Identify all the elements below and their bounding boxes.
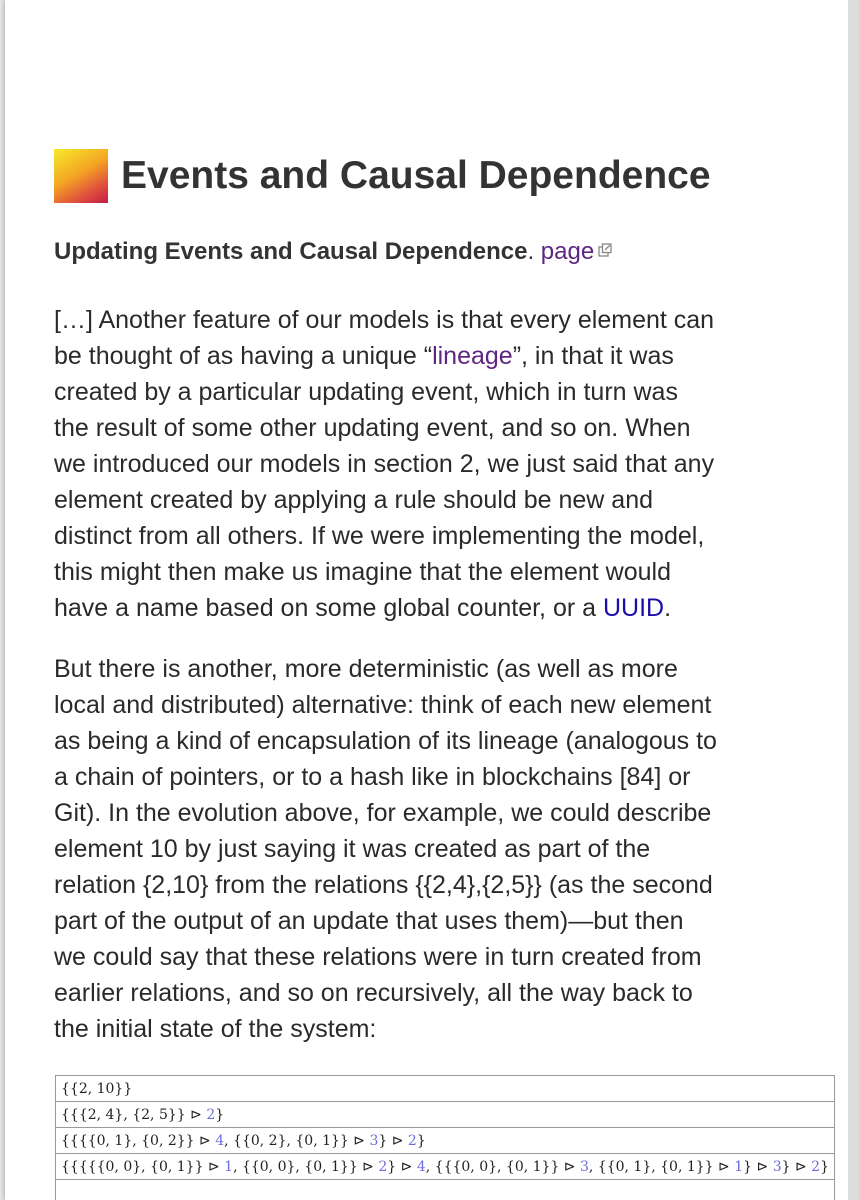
table-row xyxy=(56,1128,835,1154)
paragraph-lineage xyxy=(54,302,814,626)
code-text: , {{{0, 0}, {0, 1}} ⊳ xyxy=(425,1158,580,1175)
document-page xyxy=(5,0,848,1200)
text-span: . xyxy=(664,594,672,622)
text-line: as being a kind of encapsulation of its lineage (analogous to xyxy=(54,727,717,755)
event-number: 1 xyxy=(224,1158,234,1175)
event-number: 2 xyxy=(811,1158,821,1175)
text-line: the result of some other updating event, and so on. When xyxy=(54,414,691,442)
text-line: distinct from all others. If we were implementing the model, xyxy=(54,522,705,550)
page-link[interactable]: page xyxy=(540,238,595,265)
table-row xyxy=(56,1076,835,1102)
window-edge xyxy=(848,0,859,1200)
text-line: But there is another, more deterministic (as well as more xyxy=(54,655,678,683)
text-span: have a name based on some global counter, or a xyxy=(54,594,603,622)
external-link-icon[interactable] xyxy=(598,243,612,257)
code-text: } ⊳ xyxy=(387,1158,417,1175)
event-number: 4 xyxy=(215,1132,225,1149)
code-text: {{{{{0, 0}, {0, 1}} ⊳ xyxy=(61,1158,225,1175)
table-row xyxy=(56,1154,835,1180)
text-line: created by a particular updating event, which in turn was xyxy=(54,378,678,406)
code-text: } xyxy=(820,1158,829,1175)
text-line: local and distributed) alternative: think of each new element xyxy=(54,691,712,719)
text-line xyxy=(54,338,814,374)
code-text: {{{{0, 1}, {0, 2}} ⊳ xyxy=(61,1132,216,1149)
text-line: we introduced our models in section 2, we just said that any xyxy=(54,450,715,478)
text-line xyxy=(54,590,814,626)
event-number: 1 xyxy=(734,1158,744,1175)
event-number: 2 xyxy=(206,1106,216,1123)
code-text: {{2, 10}} xyxy=(61,1080,133,1097)
source-title: Updating Events and Causal Dependence xyxy=(54,238,528,265)
event-number: 3 xyxy=(369,1132,379,1149)
uuid-link[interactable]: UUID xyxy=(602,594,665,622)
code-text: } ⊳ xyxy=(743,1158,773,1175)
text-line: […] Another feature of our models is that every element can xyxy=(54,306,715,334)
code-cell xyxy=(56,1154,835,1180)
code-cell xyxy=(56,1128,835,1154)
code-cell xyxy=(56,1076,835,1102)
table-row-cutoff xyxy=(56,1180,835,1200)
text-line: Git). In the evolution above, for example, we could describe xyxy=(54,799,712,827)
code-text: {{{2, 4}, {2, 5}} ⊳ xyxy=(61,1106,207,1123)
code-text: , {{0, 0}, {0, 1}} ⊳ xyxy=(233,1158,379,1175)
text-span: ”, in that it was xyxy=(512,342,674,370)
section-title: Events and Causal Dependence xyxy=(121,154,711,197)
text-span: be thought of as having a unique “ xyxy=(54,342,433,370)
code-text: } xyxy=(416,1132,426,1149)
event-number: 2 xyxy=(407,1132,417,1149)
source-citation xyxy=(54,238,612,266)
text-line: part of the output of an update that uses them)—but then xyxy=(54,907,684,935)
code-cell xyxy=(56,1102,835,1128)
event-number: 3 xyxy=(579,1158,589,1175)
text-line: earlier relations, and so on recursively, all the way back to xyxy=(54,979,693,1007)
section-square-icon xyxy=(54,149,108,203)
event-number: 2 xyxy=(378,1158,388,1175)
section-heading xyxy=(54,148,711,204)
lineage-code-table xyxy=(55,1075,835,1200)
text-line: this might then make us imagine that the element would xyxy=(54,558,672,586)
text-line: relation {2,10} from the relations {{2,4},{2,5}} (as the second xyxy=(54,871,713,899)
text-line: we could say that these relations were in turn created from xyxy=(54,943,702,971)
code-text: , {{0, 1}, {0, 1}} ⊳ xyxy=(588,1158,735,1175)
event-number: 3 xyxy=(772,1158,782,1175)
text-line: the initial state of the system: xyxy=(54,1015,377,1043)
text-line: element 10 by just saying it was created as part of the xyxy=(54,835,651,863)
source-title-period: . xyxy=(527,238,535,265)
code-text: , {{0, 2}, {0, 1}} ⊳ xyxy=(224,1132,370,1149)
code-text: } ⊳ xyxy=(378,1132,408,1149)
code-text: } xyxy=(215,1106,225,1123)
text-line: a chain of pointers, or to a hash like in blockchains [84] or xyxy=(54,763,691,791)
event-number: 4 xyxy=(416,1158,426,1175)
code-text: } ⊳ xyxy=(781,1158,812,1175)
paragraph-alternative xyxy=(54,651,814,1047)
text-line: element created by applying a rule should be new and xyxy=(54,486,654,514)
lineage-link[interactable]: lineage xyxy=(432,342,513,370)
code-cell xyxy=(56,1180,835,1200)
table-row xyxy=(56,1102,835,1128)
